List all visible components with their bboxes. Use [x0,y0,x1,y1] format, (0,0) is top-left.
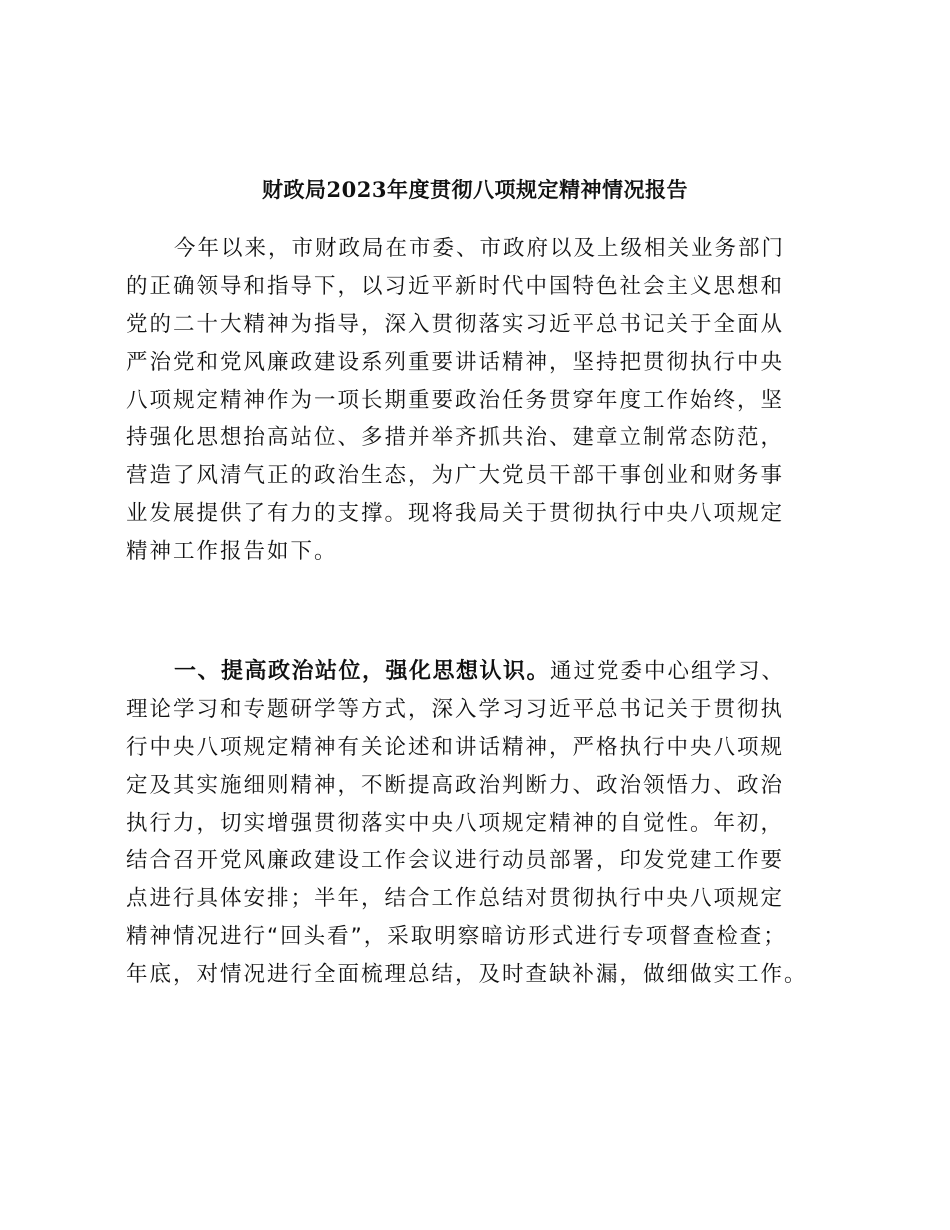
paragraph-line: 党的二十大精神为指导，深入贯彻落实习近平总书记关于全面从 [126,311,785,337]
paragraph-line [126,653,838,691]
paragraph-line: 执行力，切实增强贯彻落实中央八项规定精神的自觉性。年初， [126,810,785,836]
paragraph-line: 理论学习和专题研学等方式，深入学习习近平总书记关于贯彻执 [126,696,785,722]
paragraph-line: 持强化思想抬高站位、多措并举齐抓共治、建章立制常态防范， [126,425,785,451]
document-title: 财政局2023年度贯彻八项规定精神情况报告 [262,177,688,202]
paragraph-line: 今年以来，市财政局在市委、市政府以及上级相关业务部门 [174,236,786,261]
paragraph-line: 精神工作报告如下。 [126,539,338,565]
paragraph-line: 年底，对情况进行全面梳理总结，及时查缺补漏，做细做实工作。 [126,962,808,988]
paragraph-line: 行中央八项规定精神有关论述和讲话精神，严格执行中央八项规 [126,734,785,760]
paragraph-line: 营造了风清气正的政治生态，为广大党员干部干事创业和财务事 [126,463,785,489]
paragraph-line: 严治党和党风廉政建设系列重要讲话精神，坚持把贯彻执行中央 [126,349,785,375]
paragraph-line: 点进行具体安排；半年，结合工作总结对贯彻执行中央八项规定 [126,886,785,912]
paragraph-line: 业发展提供了有力的支撑。现将我局关于贯彻执行中央八项规定 [126,501,785,527]
paragraph-line: 定及其实施细则精神，不断提高政治判断力、政治领悟力、政治 [126,772,785,798]
section-1-first-line-text: 通过党委中心组学习、 [550,659,786,684]
paragraph-line: 结合召开党风廉政建设工作会议进行动员部署，印发党建工作要 [126,848,785,874]
section-1-paragraph [126,653,838,994]
paragraph-line: 的正确领导和指导下，以习近平新时代中国特色社会主义思想和 [126,273,785,299]
paragraph-line: 八项规定精神作为一项长期重要政治任务贯穿年度工作始终，坚 [126,387,785,413]
paragraph-line: 精神情况进行“回头看”，采取明察暗访形式进行专项督查检查； [126,924,787,950]
section-1-heading: 一、提高政治站位，强化思想认识。 [174,659,551,684]
intro-paragraph [126,230,838,571]
